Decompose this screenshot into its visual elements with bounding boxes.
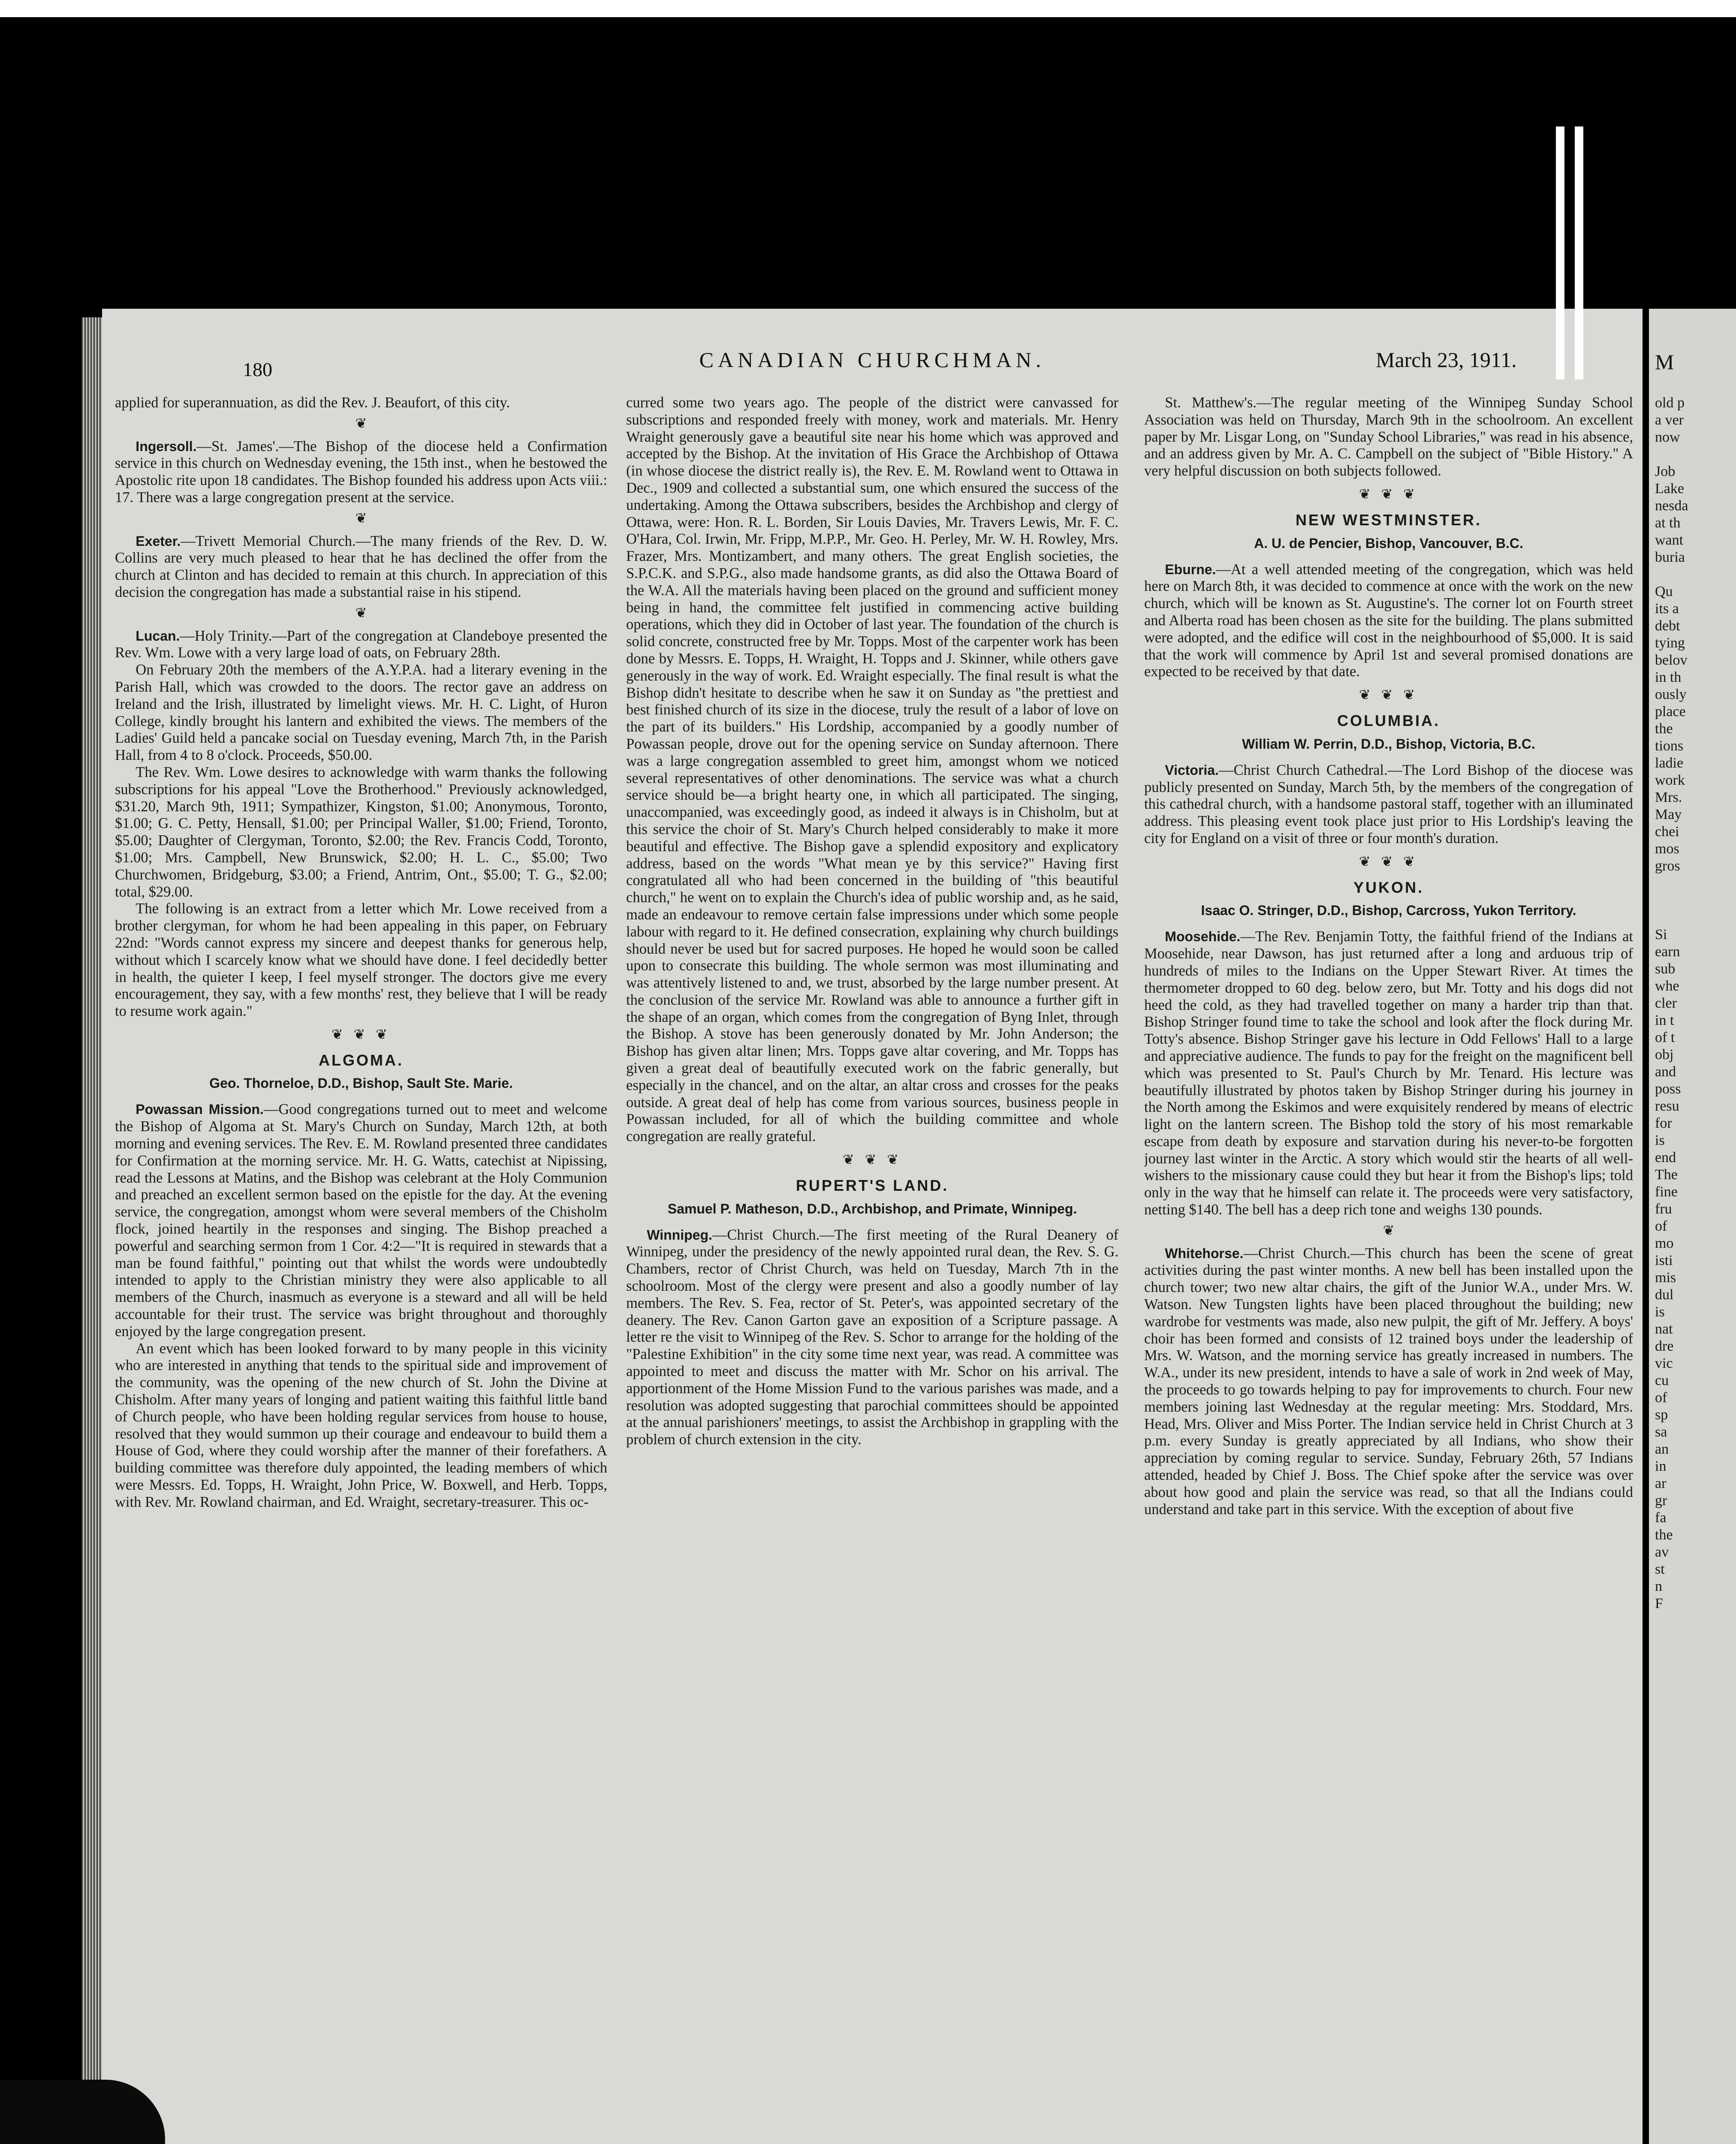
place-name: Eburne. [1165,561,1216,577]
diocese-heading-new-westminster: NEW WESTMINSTER. [1296,511,1482,529]
opposite-line: dul [1655,1287,1674,1303]
place-name: Moosehide. [1165,929,1241,945]
opposite-line: old p [1655,395,1685,411]
bishop-line: Samuel P. Matheson, D.D., Archbishop, and Primate, Winnipeg. [667,1201,1077,1217]
opposite-line: fine [1655,1184,1678,1200]
column-2 [626,394,1118,2144]
opposite-header-fragment: M [1655,350,1674,374]
opposite-line: resu [1655,1098,1679,1114]
paragraph: St. Matthew's.—The regular meeting of the Winnipeg Sunday School Association was held on Thursday, March 9th in the schoolroom. An excellent paper by Mr. Lisgar Long, on "Sunday School Libraries," was read in his absence, and an address given by Mr. A. C. Campbell on the subject of "Bible History." A very helpful discussion on both subjects followed. [1144,394,1633,479]
opposite-line: ar [1655,1476,1667,1491]
opposite-line: is [1655,1304,1665,1320]
opposite-line [1655,566,1736,583]
opposite-page-text [1655,394,1736,1612]
opposite-line [1655,892,1736,909]
opposite-line: sp [1655,1407,1668,1423]
news-item-powassan: Powassan Mission.—Good congregations turned out to meet and welcome the Bishop of Algoma at St. Mary's Church on Sunday, March 12th, at both morning and evening services. The Rev. E. M. Rowland presented three candidates for Confirmation at the morning service. Mr. H. G. Watts, catechist at Nipissing, read the Lessons at Matins, and the Bishop was celebrant at the Holy Communion and preached an excellent sermon based on the epistle for the day. At the evening service, the congregation, amongst whom were several members of the Chisholm flock, joined heartily in the responses and singing. The Bishop preached a powerful and searching sermon from 1 Cor. 4:2—"It is required in stewards that a man be found faithful," pointing out that whilst the words were undoubtedly intended to apply to the Christian ministry they were also applicable to all members of the Church, inasmuch as everyone is a steward and all will be held accountable for their trust. The service was bright throughout and thoroughly enjoyed by the large congregation present. [115,1101,607,1340]
opposite-line: now [1655,429,1680,445]
opposite-line: of [1655,1218,1667,1234]
bishop-line: Geo. Thorneloe, D.D., Bishop, Sault Ste. Marie. [209,1075,513,1091]
ornament: ❦ ❦ ❦ [1359,486,1419,502]
opposite-line: ously [1655,687,1687,702]
opposite-line: in [1655,1458,1667,1474]
opposite-line: at th [1655,515,1681,531]
opposite-line: obj [1655,1047,1674,1063]
opposite-line: isti [1655,1253,1673,1268]
opposite-line: nat [1655,1321,1673,1337]
opposite-line: the [1655,1527,1673,1543]
opposite-line: its a [1655,601,1679,617]
bishop-line: A. U. de Pencier, Bishop, Vancouver, B.C. [1254,535,1523,551]
book-page-edges [81,317,102,2144]
opposite-line: a ver [1655,412,1684,428]
place-name: Winnipeg. [647,1227,712,1243]
place-name: Victoria. [1165,762,1219,778]
ornament: ❦ ❦ ❦ [1359,687,1419,703]
news-item-eburne: Eburne.—At a well attended meeting of the congregation, which was held here on March 8th, it was decided to commence at once with the work on the new church, which will be known as St. Augustine's. The corner lot on Fourth street and Alberta road has been chosen as the site for the building. The plans submitted were adopted, and the edifice will cost in the neighbourhood of $5,000. It is said that the work will commence by April 1st and several promised donations are expected to be received by that date. [1144,561,1633,680]
opposite-line: an [1655,1441,1669,1457]
opposite-line: buria [1655,549,1685,565]
opposite-line: the [1655,721,1673,737]
opposite-line: fa [1655,1510,1667,1526]
opposite-line: Si [1655,927,1667,943]
opposite-line: gros [1655,858,1680,874]
news-item-whitehorse: Whitehorse.—Christ Church.—This church has been the scene of great activities during the past winter months. A new bell has been installed upon the church tower; two new altar chairs, the gift of the Junior W.A., under Mrs. W. Watson. New Tungsten lights have been placed throughout the building; new wardrobe for vestments was made, also new pulpit, the gift of Mr. Jeffery. A boys' choir has been formed and consists of 12 trained boys under the leadership of Mrs. W. Watson, and the morning service has greatly increased in numbers. The W.A., under its new president, intends to have a sale of work in 2nd week of May, the proceeds to go towards helping to pay for improvements to church. Four new members joining last Wednesday at the regular meeting: Mrs. Stoddard, Mrs. Head, Mrs. Oliver and Miss Porter. The Indian service held in Christ Church at 3 p.m. every Sunday is greatly appreciated by all Indians, who show their appreciation by coming regular to service. Sunday, February 26th, 57 Indians attended, headed by Chief J. Boss. The Chief spoke after the service was over about how good and plain the service was read, so that all the Indians could understand and take part in this service. With the exception of about five [1144,1245,1633,1518]
page-number: 180 [243,358,272,380]
opposite-line: chei [1655,824,1679,840]
binding-marker [1556,126,1564,379]
paragraph: An event which has been looked forward to by many people in this vicinity who are interested in anything that tends to the spiritual side and improvement of the community, was the opening of the new church of St. John the Divine at Chisholm. After many years of longing and patient waiting this faithful little band of Church people, who have been holding regular services from house to house, resolved that they would summon up their courage and endeavour to build them a House of God, where they could worship after the manner of their forefathers. A building committee was therefore duly appointed, the leading members of which were Messrs. Ed. Topps, H. Wraight, John Price, W. Boxwell, and Herb. Topps, with Rev. Mr. Rowland chairman, and Ed. Wraight, secretary-treasurer. This oc- [115,1340,607,1510]
diocese-heading-algoma: ALGOMA. [319,1051,404,1069]
opposite-line: mos [1655,841,1679,857]
opposite-line: end [1655,1150,1676,1165]
opposite-line [1655,446,1736,463]
news-item-moosehide: Moosehide.—The Rev. Benjamin Totty, the faithful friend of the Indians at Moosehide, near Dawson, has just returned after a long and arduous trip of hundreds of miles to the Indians on the Upper Stewart River. At times the thermometer dropped to 60 deg. below zero, but Mr. Totty and his dogs did not heed the cold, as they had travelled together on many a harder trip than that. Bishop Stringer found time to take the school and look after the flock during Mr. Totty's absence. Bishop Stringer gave his lecture in Odd Fellows' Hall to a large and appreciative audience. The funds to pay for the freight on the magnificent bell which was presented to St. Paul's Church by Mr. Tenard. His lecture was beautifully illustrated by photos taken by Bishop Stringer during his journey in the North among the Eskimos and were exquisitely rendered by means of electric light on the lantern screen. The Bishop told the story of his most remarkable escape from death by exposure and starvation during his never-to-be forgotten journey last winter in the Arctic. A story which would stir the hearts of all well-wishers to the missionary cause could they but hear it from the Bishop's lips; told only in the way that he himself can relate it. The proceeds were very satisfactory, netting $140. The bell has a deep rich tone and weighs 130 pounds. [1144,928,1633,1218]
opposite-line: ladie [1655,755,1684,771]
opposite-line: av [1655,1544,1669,1560]
paragraph: applied for superannuation, as did the Rev. J. Beaufort, of this city. [115,394,510,411]
opposite-line: want [1655,532,1684,548]
opposite-line: debt [1655,618,1680,634]
opposite-line: fru [1655,1201,1672,1217]
opposite-line: poss [1655,1081,1681,1097]
opposite-line: gr [1655,1493,1667,1509]
opposite-line: Mrs. [1655,789,1682,805]
ornament: ❦ [355,605,367,620]
place-name: Whitehorse. [1165,1245,1244,1261]
column-3 [1144,394,1633,2144]
opposite-line: in t [1655,1012,1674,1028]
opposite-line: of [1655,1390,1667,1406]
ornament: ❦ ❦ ❦ [1359,853,1419,869]
opposite-line: Qu [1655,584,1673,599]
running-head: CANADIAN CHURCHMAN. [699,348,1046,372]
opposite-line: is [1655,1132,1665,1148]
opposite-line: sa [1655,1424,1667,1440]
opposite-line: and [1655,1064,1676,1080]
opposite-line: The [1655,1167,1678,1183]
issue-date: March 23, 1911. [1376,348,1517,372]
binding-marker [1575,126,1583,379]
opposite-line: mis [1655,1270,1676,1286]
opposite-line: whe [1655,978,1679,994]
opposite-line: mo [1655,1235,1674,1251]
scan-border [0,0,1736,17]
opposite-line: nesda [1655,498,1688,514]
opposite-line: belov [1655,652,1688,668]
opposite-line: st [1655,1561,1665,1577]
opposite-line: cu [1655,1373,1669,1388]
news-item-winnipeg: Winnipeg.—Christ Church.—The first meeting of the Rural Deanery of Winnipeg, under the presidency of the newly appointed rural dean, the Rev. S. G. Chambers, rector of Christ Church, was held on Tuesday, March 7th in the schoolroom. Most of the clergy were present and also a goodly number of lay members. The Rev. S. Fea, rector of St. Peter's, was appointed secretary of the deanery. The Rev. Canon Garton gave an exposition of a Scripture passage. A letter re the visit to Winnipeg of the Rev. S. Schor to arrange for the holding of the "Palestine Exhibition" in the city some time next year, was read. A committee was appointed to meet and discuss the matter with Mr. Schor on his arrival. The apportionment of the Home Mission Fund to the various parishes was made, and a resolution was adopted suggesting that parochial committees should be appointed at the annual parishioners' meetings, to assist the Archbishop in grappling with the problem of church extension in the city. [626,1226,1118,1448]
ornament: ❦ ❦ ❦ [331,1026,391,1042]
opposite-line: Job [1655,464,1676,479]
opposite-line: tying [1655,635,1685,651]
place-name: Exeter. [136,533,181,549]
opposite-line [1655,909,1736,926]
opposite-line: work [1655,772,1685,788]
opposite-line: of t [1655,1030,1675,1045]
opposite-page-fragment [1649,309,1736,2144]
opposite-line: earn [1655,944,1680,960]
opposite-line: dre [1655,1338,1674,1354]
opposite-line: place [1655,704,1686,720]
opposite-line: for [1655,1115,1672,1131]
place-name: Ingersoll. [136,438,197,454]
news-item-exeter: Exeter.—Trivett Memorial Church.—The many friends of the Rev. D. W. Collins are very much pleased to hear that he has declined the offer from the church at Clinton and has decided to remain at this church. In appreciation of this decision the congregation has made a substantial raise in his stipend. [115,533,607,600]
place-name: Lucan. [136,628,180,644]
diocese-heading-ruperts-land: RUPERT'S LAND. [796,1176,949,1194]
bishop-line: William W. Perrin, D.D., Bishop, Victoria, B.C. [1242,736,1535,752]
ornament: ❦ [1383,1222,1395,1238]
ornament: ❦ [355,415,367,431]
diocese-heading-columbia: COLUMBIA. [1337,711,1440,729]
opposite-line: in th [1655,669,1682,685]
opposite-line: sub [1655,961,1676,977]
opposite-line: F [1655,1596,1663,1611]
news-item-ingersoll: Ingersoll.—St. James'.—The Bishop of the diocese held a Confirmation service in this church on Wednesday evening, the 15th inst., when he bestowed the Apostolic rite upon 18 candidates. The Bishop founded his address upon Acts viii.: 17. There was a large congregation present at the service. [115,438,607,506]
newspaper-page [102,309,1643,2144]
paragraph: The Rev. Wm. Lowe desires to acknowledge with warm thanks the following subscriptions for his appeal "Love the Brotherhood." Previously acknowledged, $31.20, March 9th, 1911; Sympathizer, Kingston, $1.00; Anonymous, Toronto, $1.00; G. C. Petty, Hensall, $1.00; per Principal Waller, $1.00; Friend, Toronto, $5.00; Daughter of Clergyman, Toronto, $2.00; the Rev. Francis Codd, Toronto, $1.00; Mrs. Campbell, New Brunswick, $2.00; H. L. C., $5.00; Two Churchwomen, Bridgeburg, $3.00; a Friend, Antrim, Ont., $5.00; T. G., $2.00; total, $29.00. [115,764,607,900]
opposite-line: vic [1655,1355,1673,1371]
opposite-line: Lake [1655,481,1684,497]
ornament: ❦ [355,510,367,526]
place-name: Powassan Mission. [136,1102,264,1117]
paragraph: curred some two years ago. The people of the district were canvassed for subscriptions and responded freely with money, work and materials. Mr. Henry Wraight generously gave a beautiful site near his home which was approved and accepted by the Bishop. At the invitation of His Grace the Archbishop of Ottawa (in whose diocese the district really is), the Rev. E. M. Rowland went to Ottawa in Dec., 1909 and collected a substantial sum, one which ensured the success of the undertaking. Among the Ottawa subscribers, besides the Archbishop and clergy of Ottawa, were: Hon. R. L. Borden, Sir Louis Davies, Mr. Travers Lewis, Mr. F. C. O'Hara, Col. Irwin, Mr. Fripp, M.P.P., Mr. Geo. H. Perley, Mr. W. H. Rowley, Mrs. Frazer, Mrs. Montizambert, and many others. The great English societies, the S.P.C.K. and S.P.G., also made handsome grants, as did also the Ottawa Board of the W.A. All the materials having been placed on the ground and sufficient money being in hand, the committee felt justified in commencing active building operations, which they did in October of last year. The foundation of the church is solid concrete, constructed free by Mr. Topps. Most of the carpenter work has been done by Messrs. E. Topps, H. Wraight, H. Topps and J. Skinner, while others gave generously in the way of work. Ed. Wraight especially. The final result is what the Bishop didn't hesitate to describe when he saw it on Sunday as "the prettiest and best finished church of its size in the diocese, truly the result of a labor of love on the part of its builders." His Lordship, accompanied by a goodly number of Powassan people, drove out for the opening service on Sunday afternoon. There was a large congregation assembled to greet him, amongst whom we noticed several representatives of other denominations. The service was what a church service should be—a bright hearty one, in which all participated. The singing, unaccompanied, was exceedingly good, as indeed it always is in Chisholm, but at this service the choir of St. Mary's Church helped considerably to make it more beautiful and effective. The Bishop gave a splendid expository and explicatory address, based on the words "What mean ye by this service?" Having first congratulated all who had been concerned in the building of "this beautiful church," he went on to explain the Church's idea of public worship and, as he said, made an endeavour to remove certain false impressions under which some people labour with regard to it. He defined consecration, explaining why church buildings should never be used but for sacred purposes. He hoped he would soon be called upon to consecrate this building. The whole sermon was most illuminating and was attentively listened to and, we trust, absorbed by the large number present. At the conclusion of the service Mr. Rowland was able to announce a further gift in the shape of an organ, which comes from the congregation of Byng Inlet, through the Bishop. A stove has been generously donated by Mr. John Anderson; the Bishop has given altar linen; Mrs. Topps gave altar covering, and Mr. Topps has given a great deal of beautifully executed work on the fabric generally, but especially in the chancel, and on the altar, an altar cross and crosses for the peaks outside. A great deal of help has come from various sources, business people in Powassan included, for all of which the building committee and whole congregation are really grateful. [626,394,1118,1145]
paragraph: On February 20th the members of the A.Y.P.A. had a literary evening in the Parish Hall, which was crowded to the doors. The rector gave an address on Ireland and the Irish, illustrated by limelight views. Mr. H. C. Light, of Huron College, kindly brought his lantern and exhibited the views. The members of the Ladies' Guild held a pancake social on Tuesday evening, March 7th, in the Parish Hall, from 4 to 8 o'clock. Proceeds, $50.00. [115,662,607,764]
bishop-line: Isaac O. Stringer, D.D., Bishop, Carcross, Yukon Territory. [1201,903,1576,918]
ornament: ❦ ❦ ❦ [842,1152,902,1168]
opposite-line: n [1655,1578,1662,1594]
opposite-line: May [1655,807,1682,822]
news-item-victoria: Victoria.—Christ Church Cathedral.—The Lord Bishop of the diocese was publicly presented on Sunday, March 5th, by the members of the congregation of this cathedral church, with a handsome pastoral staff, together with an illuminated address. This pleasing event took place just prior to His Lordship's leaving the city for England on a visit of three or four month's duration. [1144,762,1633,846]
news-item-lucan: Lucan.—Holy Trinity.—Part of the congregation at Clandeboye presented the Rev. Wm. Lowe with a very large load of oats, on February 28th. [115,627,607,661]
opposite-line: tions [1655,738,1684,754]
column-1 [115,394,607,2144]
opposite-line [1655,875,1736,892]
opposite-line: cler [1655,995,1677,1011]
diocese-heading-yukon: YUKON. [1353,878,1424,896]
paragraph: The following is an extract from a letter which Mr. Lowe received from a brother clergyman, for whom he had been appealing in this paper, on February 22nd: "Words cannot express my sincere and deepest thanks for generous help, without which I scarcely know what we should have done. I feel decidedly better in health, the quieter I keep, I feel myself stronger. The doctors give me every encouragement, they say, with a few months' rest, they believe that I will be ready to resume work again." [115,900,607,1020]
